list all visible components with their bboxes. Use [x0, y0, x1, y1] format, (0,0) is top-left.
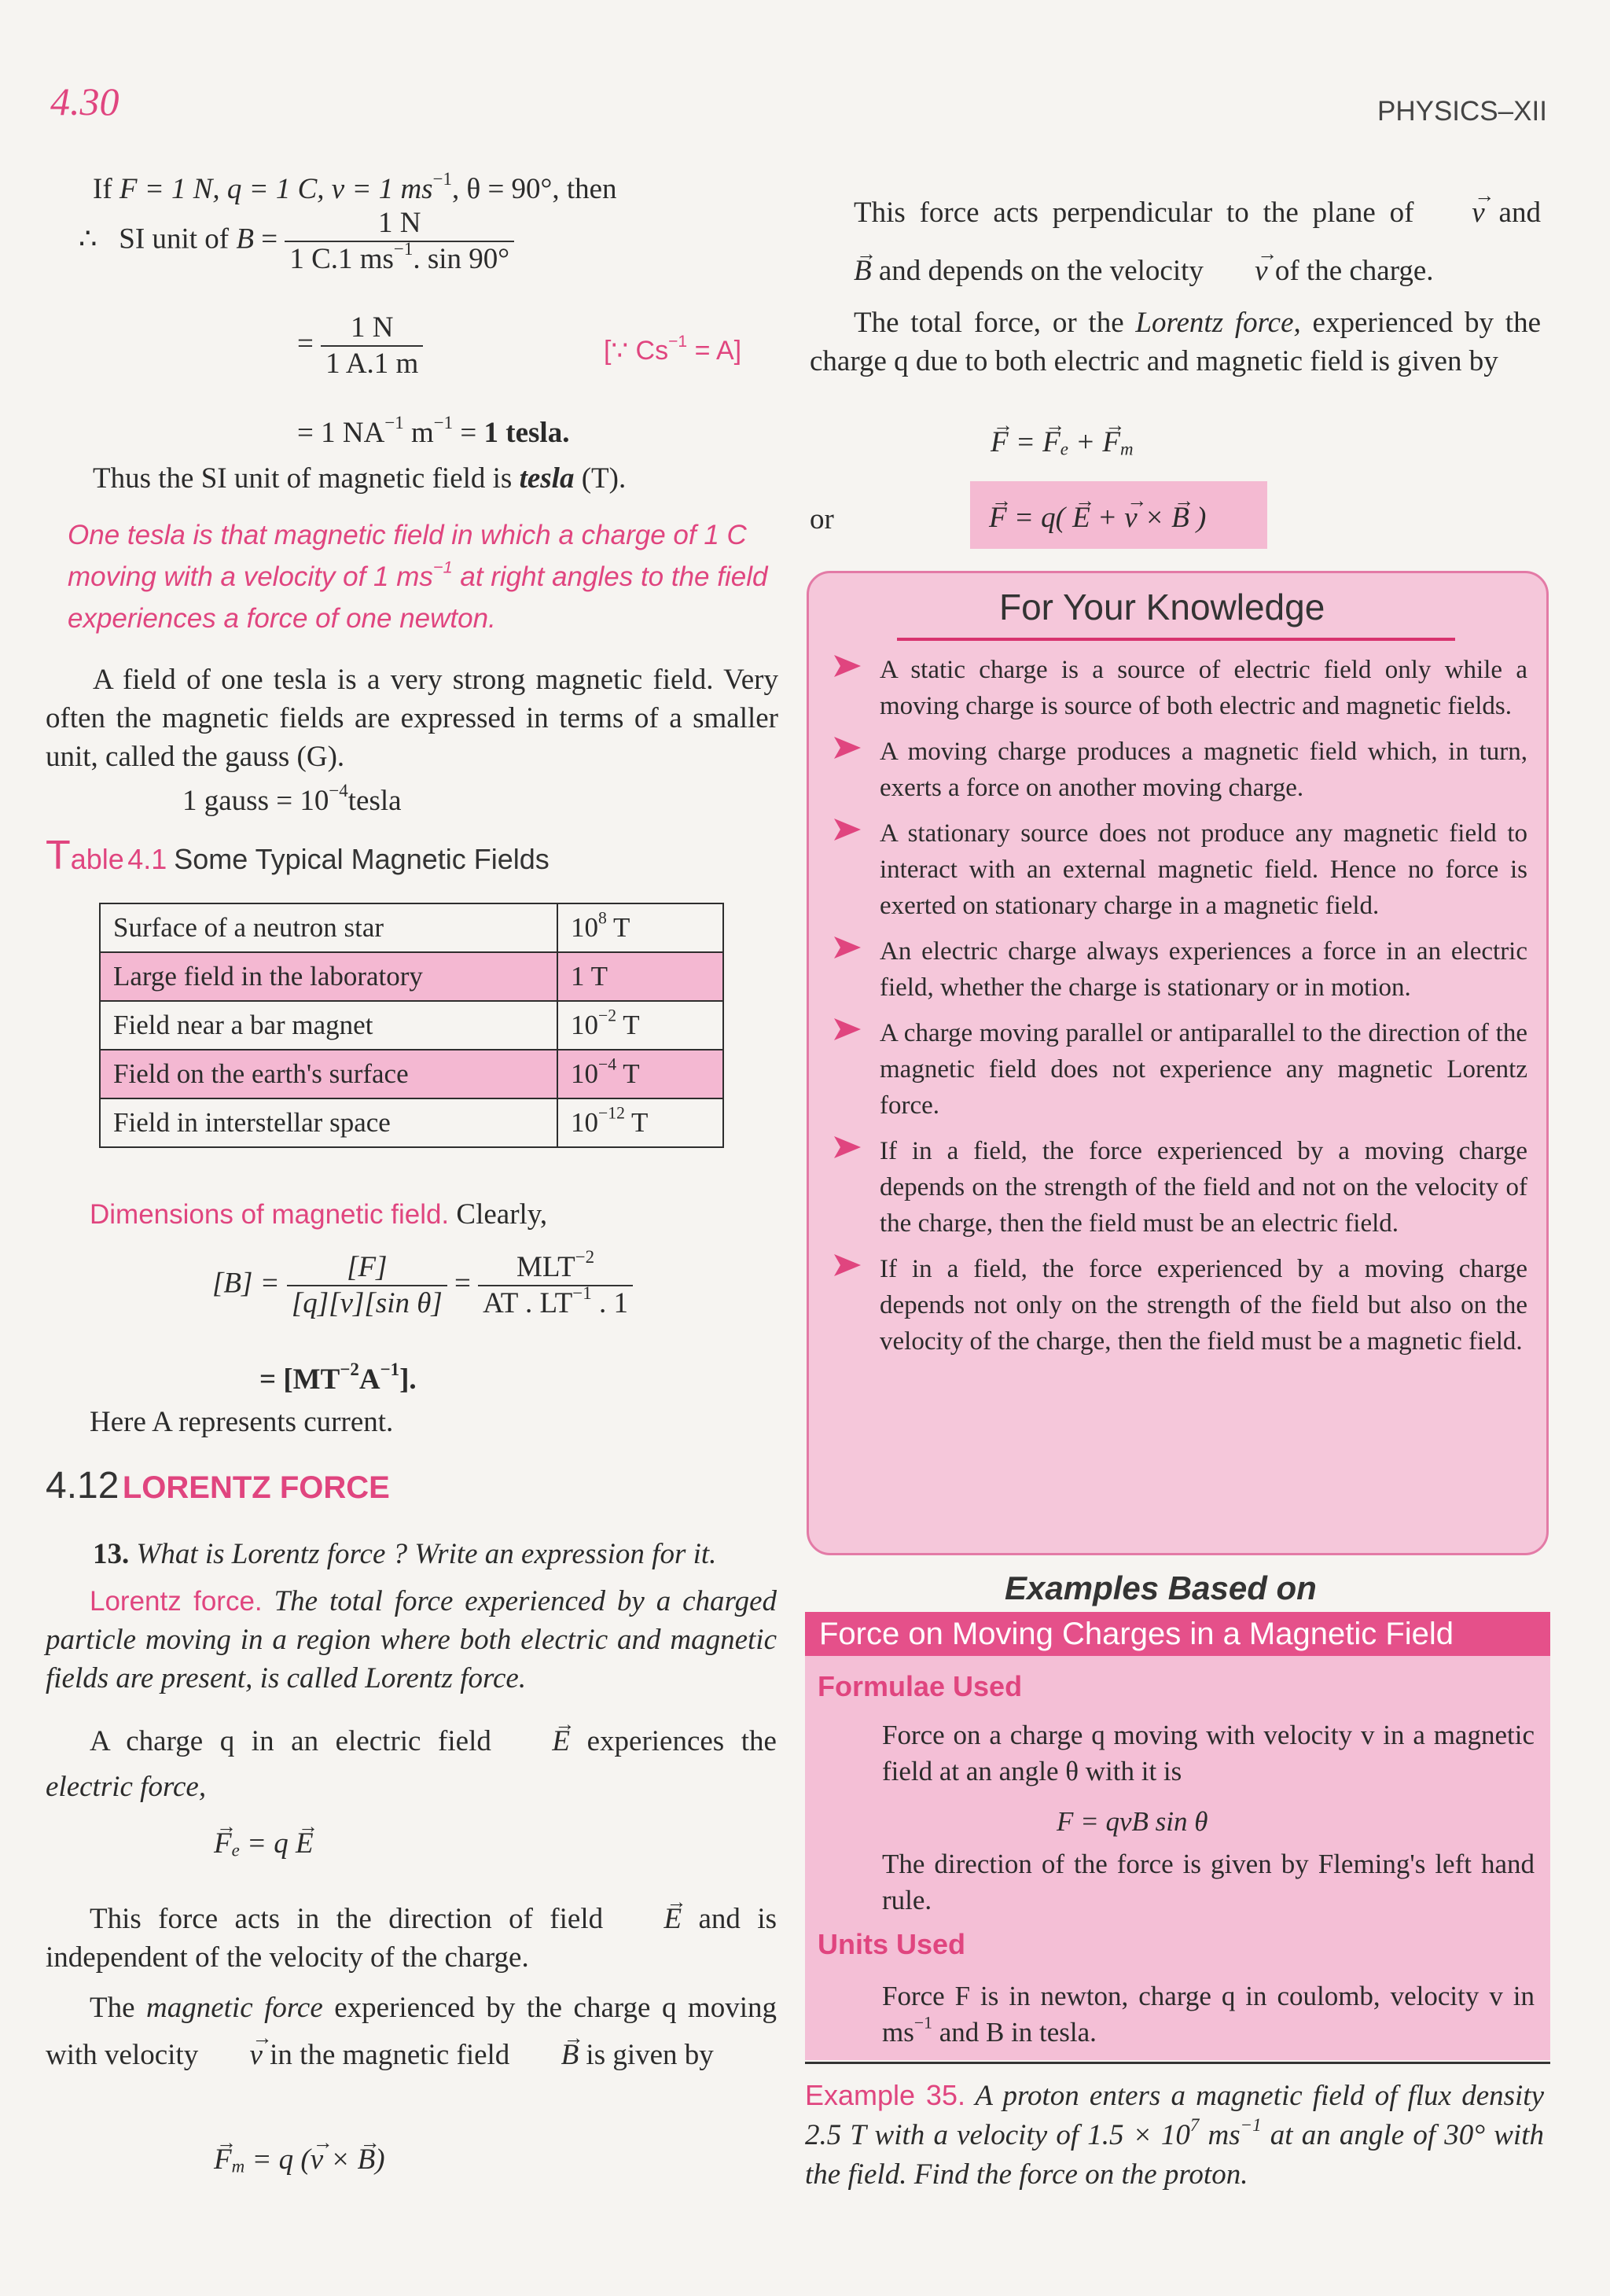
si-unit-sentence: Thus the SI unit of magnetic field is tesla (T). — [93, 462, 627, 495]
units-label: Units Used — [818, 1928, 966, 1960]
gauss-relation: 1 gauss = $10^{-4}tesla$ — [182, 780, 402, 817]
dimensions-result: = $[MT^{-2}A^{-1}]$. — [259, 1359, 417, 1396]
tesla-paragraph: A field of one tesla is a very strong magnetic field. Very often the magnetic fields are expressed in terms of a smaller unit, called the gauss (G). — [46, 664, 778, 773]
knowledge-title: For Your Knowledge — [999, 587, 1325, 627]
field-value: $10^{-2}$ T — [557, 1001, 723, 1050]
or-label: or — [810, 503, 834, 535]
field-location: Field near a bar magnet — [100, 1001, 557, 1050]
current-note: Here A represents current. — [90, 1406, 394, 1438]
knowledge-item: A charge moving parallel or antiparallel to the direction of the magnetic field does not experience any magnetic Lorentz force. — [809, 1015, 1527, 1124]
intro-condition: If F = 1 N, q = 1 C, v = 1 $ms^{-1}$, θ = 90°, then — [93, 168, 617, 205]
field-value: $10^{-12}$ T — [557, 1098, 723, 1147]
si-unit-derivation: ∴ SI unit of B = $\frac{1 N}{1 C.1 ms^{-1}. \sin 90^\circ}$ — [79, 206, 514, 277]
electric-force-equation: → $F_e = q \to E$ — [214, 1824, 314, 1863]
page-number: 4.30 — [50, 79, 119, 123]
vector-E: → E — [508, 1719, 570, 1764]
arrowhead-bullet-icon — [834, 1018, 861, 1040]
section-heading: 4.12 LORENTZ FORCE — [46, 1465, 390, 1507]
field-value: $10^8$ T — [557, 903, 723, 952]
table-row — [100, 1098, 723, 1147]
magnetic-force-equation: → $F_m = q$ (→ v × → B) — [214, 2140, 385, 2179]
field-location: Surface of a neutron star — [100, 903, 557, 952]
field-location: Field in interstellar space — [100, 1098, 557, 1147]
arrowhead-bullet-icon — [834, 936, 861, 959]
formula-text: Force on a charge q moving with velocity v in a magnetic field at an angle θ with it is — [882, 1720, 1535, 1786]
table-row — [100, 1001, 723, 1050]
examples-heading: Examples Based on — [1005, 1569, 1317, 1606]
formulae-label: Formulae Used — [818, 1670, 1023, 1702]
table-row — [100, 952, 723, 1001]
si-unit-step2: = $\frac{1 N}{1 A.1 m}$ — [297, 311, 423, 381]
table-row — [100, 1050, 723, 1098]
knowledge-item: If in a field, the force experienced by a moving charge depends on the strength of the field and not on the velocity of the charge, then the field must be an electric field. — [809, 1133, 1527, 1242]
electric-force-paragraph: A charge q in an electric field → E experiences the electric force, — [46, 1719, 777, 1810]
perpendicular-paragraph: This force acts perpendicular to the plane of → v and → B and depends on the velocity → v of the charge. — [810, 184, 1541, 300]
electric-direction-paragraph: This force acts in the direction of field → E and is independent of the velocity of the charge. — [46, 1900, 777, 1977]
magnetic-fields-table — [99, 903, 724, 1148]
knowledge-list — [809, 652, 1527, 1369]
knowledge-item: An electric charge always experiences a force in an electric field, whether the charge is stationary or in motion. — [809, 933, 1527, 1006]
knowledge-title-rule — [897, 638, 1455, 641]
arrowhead-bullet-icon — [834, 819, 861, 841]
tesla-definition: One tesla is that magnetic field in which a charge of 1 C moving with a velocity of 1 $ms^{-1}$ at right angles to the field experiences a force of one newton. — [68, 520, 768, 634]
dimensions-equation: [B] = $\frac{[F]}{\text{[q][v][sin θ]}}$ = $\frac{MLT^{-2}}{AT . LT^{-1} . 1}$ — [212, 1250, 633, 1321]
field-value: 1 T — [557, 952, 723, 1001]
knowledge-box — [807, 571, 1549, 1555]
units-text: Force F is in newton, charge q in coulomb, velocity v in $ms^{-1}$ and B in tesla. — [882, 1981, 1535, 2048]
knowledge-item: A static charge is a source of electric field only while a moving charge is source of both electric and magnetic fields. — [809, 652, 1527, 724]
knowledge-item: A stationary source does not produce any magnetic field to interact with an external magnetic field. Hence no force is exerted on stationary charge in a magnetic field. — [809, 815, 1527, 924]
field-value: $10^{-4}$ T — [557, 1050, 723, 1098]
examples-banner: Force on Moving Charges in a Magnetic Field — [805, 1612, 1550, 1656]
fraction-si-unit: $\frac{1 N}{1 C.1 ms^{-1}. \sin 90^\circ}$ — [285, 206, 514, 277]
dimensions-heading: Dimensions of magnetic field. Clearly, — [90, 1198, 548, 1231]
examples-bottom-rule — [805, 2062, 1550, 2064]
arrowhead-bullet-icon — [834, 655, 861, 677]
running-title: PHYSICS–XII — [1377, 96, 1547, 127]
lorentz-equation-1: → F = → $F_e$ + → $F_m$ — [991, 423, 1134, 462]
knowledge-item: A moving charge produces a magnetic field which, in turn, exerts a force on another moving charge. — [809, 734, 1527, 806]
fleming-text: The direction of the force is given by Fleming's left hand rule. — [882, 1849, 1535, 1915]
knowledge-item: If in a field, the force experienced by a moving charge depends not only on the strength of the field but also on the velocity of the charge, then the field must be a magnetic field. — [809, 1251, 1527, 1360]
magnetic-force-paragraph: The magnetic force experienced by the charge q moving with velocity → v in the magnetic field → B is given by — [46, 1985, 777, 2079]
arrowhead-bullet-icon — [834, 737, 861, 759]
examples-box — [805, 1656, 1550, 2060]
arrowhead-bullet-icon — [834, 1136, 861, 1158]
formula-equation: F = qvB sin θ — [1057, 1806, 1208, 1837]
question-13: 13. What is Lorentz force ? Write an expression for it. — [93, 1538, 717, 1570]
table-row — [100, 903, 723, 952]
because-note: [∵ $Cs^{-1} = A$] — [604, 333, 742, 366]
lorentz-total-paragraph: The total force, or the Lorentz force, experienced by the charge q due to both electric and magnetic field is given by — [810, 307, 1542, 377]
tesla-result: = 1 $NA^{-1}$ $m^{-1} = 1$ tesla. — [297, 412, 570, 449]
lorentz-definition: Lorentz force. The total force experienced by a charged particle moving in a region where both electric and magnetic fields are present, is called Lorentz force. — [46, 1585, 777, 1694]
field-location: Field on the earth's surface — [100, 1050, 557, 1098]
field-location: Large field in the laboratory — [100, 952, 557, 1001]
example-35: Example 35. A proton enters a magnetic field of flux density 2.5 T with a velocity of $1.5 \times 10^7$ $ms^{-1}$ at an angle of 30° with the field. Find the force on the proton. — [805, 2079, 1544, 2191]
lorentz-equation-2: → F = q( → E + → v × → B ) — [970, 481, 1267, 549]
table-caption: Table 4.1 Some Typical Magnetic Fields — [46, 833, 550, 878]
arrowhead-bullet-icon — [834, 1254, 861, 1276]
